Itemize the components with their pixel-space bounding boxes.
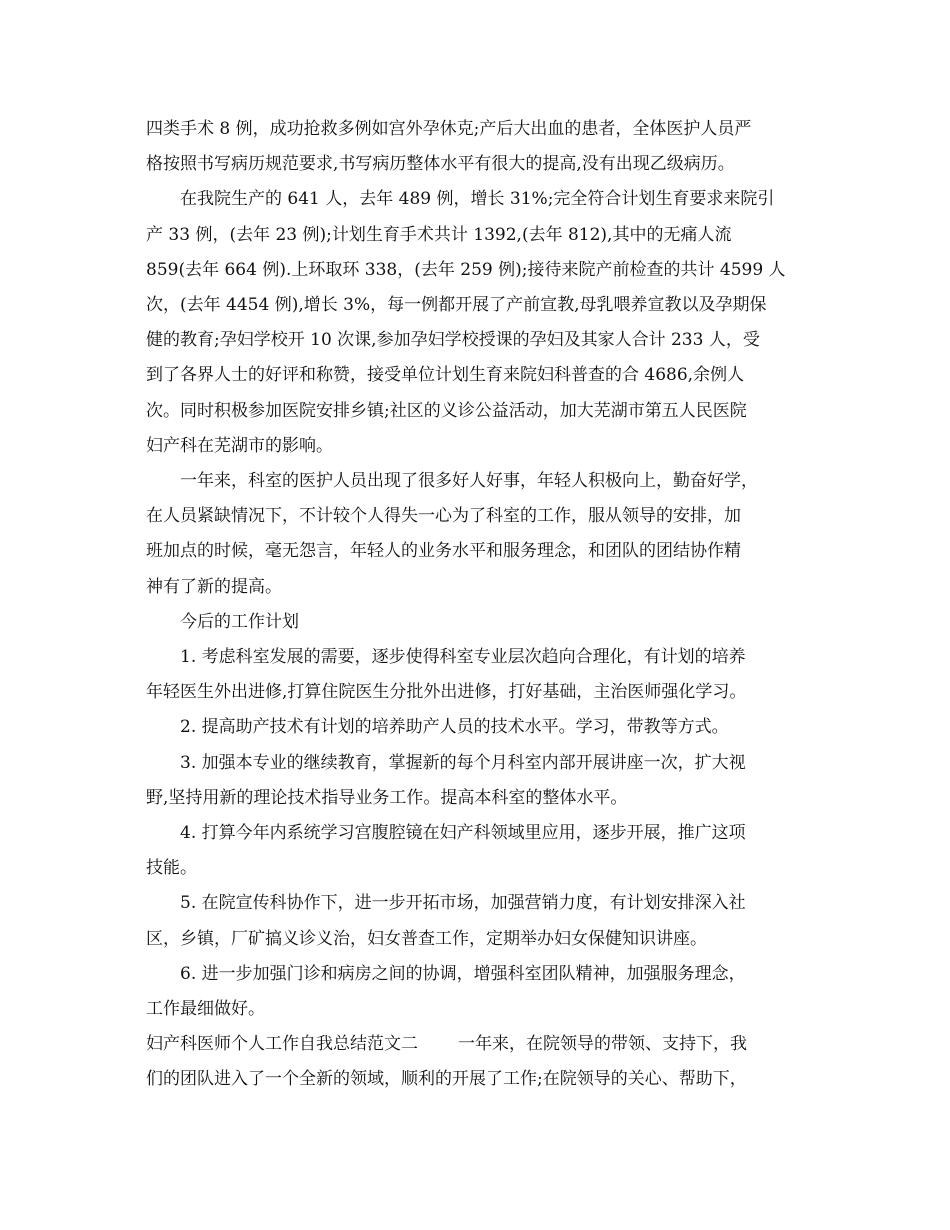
list-item xyxy=(146,746,808,816)
paragraph xyxy=(146,182,808,464)
text-line xyxy=(146,1027,808,1062)
text-line: 4. 打算今年内系统学习宫腹腔镜在妇产科领域里应用，逐步开展，推广这项 xyxy=(180,823,746,844)
text-line: 神有了新的提高。 xyxy=(146,576,282,597)
text-line: 技能。 xyxy=(146,858,197,879)
text-line: 今后的工作计划 xyxy=(180,611,299,632)
list-item xyxy=(146,816,808,886)
document-body xyxy=(146,112,808,1098)
text-line: 四类手术 8 例，成功抢救多例如宫外孕休克;产后大出血的患者，全体医护人员严 xyxy=(146,119,752,139)
section-heading xyxy=(146,605,808,640)
list-item xyxy=(146,710,808,745)
text-line: 5. 在院宣传科协作下，进一步开拓市场，加强营销力度，有计划安排深入社 xyxy=(180,893,746,914)
text-line: 次，(去年 4454 例),增长 3%，每一例都开展了产前宣教,母乳喂养宣教以及孕期保 xyxy=(146,295,767,316)
text-line: 1. 考虑科室发展的需要，逐步使得科室专业层次趋向合理化，有计划的培养 xyxy=(180,647,746,668)
text-line: 2. 提高助产技术有计划的培养助产人员的技术水平。学习，带教等方式。 xyxy=(180,717,729,738)
text-line: 在我院生产的 641 人，去年 489 例，增长 31%;完全符合计划生育要求来院引 xyxy=(180,189,775,210)
text-line: 健的教育;孕妇学校开 10 次课,参加孕妇学校授课的孕妇及其家人合计 233 人，受 xyxy=(146,330,760,351)
text-line: 妇产科在芜湖市的影响。 xyxy=(146,435,333,456)
text-line: 产 33 例，(去年 23 例);计划生育手术共计 1392,(去年 812),其中的无痛人流 xyxy=(146,224,732,245)
list-item xyxy=(146,957,808,1027)
text-run: 一年来，在院领导的带领、支持下，我 xyxy=(458,1034,747,1055)
text-line: 区，乡镇，厂矿搞义诊义治，妇女普查工作，定期举办妇女保健知识讲座。 xyxy=(146,928,707,949)
document-subtitle: 妇产科医师个人工作自我总结范文二 xyxy=(146,1034,418,1055)
text-line: 到了各界人士的好评和称赞，接受单位计划生育来院妇科普查的合 4686,余例人 xyxy=(146,365,745,386)
final-paragraph xyxy=(146,1027,808,1097)
list-item xyxy=(146,640,808,710)
text-line: 年轻医生外出进修,打算住院医生分批外出进修，打好基础，主治医师强化学习。 xyxy=(146,682,747,703)
text-line: 一年来，科室的医护人员出现了很多好人好事，年轻人积极向上，勤奋好学， xyxy=(180,471,758,492)
text-line: 3. 加强本专业的继续教育，掌握新的每个月科室内部开展讲座一次，扩大视 xyxy=(180,752,746,773)
list-item xyxy=(146,886,808,956)
text-line: 班加点的时候，毫无怨言，年轻人的业务水平和服务理念，和团队的团结协作精 xyxy=(146,541,741,562)
text-line: 在人员紧缺情况下，不计较个人得失一心为了科室的工作，服从领导的安排，加 xyxy=(146,506,741,527)
paragraph xyxy=(146,112,808,182)
text-line: 野,坚持用新的理论技术指导业务工作。提高本科室的整体水平。 xyxy=(146,787,628,808)
text-line: 6. 进一步加强门诊和病房之间的协调，增强科室团队精神，加强服务理念， xyxy=(180,963,746,984)
paragraph xyxy=(146,464,808,605)
text-line: 工作最细做好。 xyxy=(146,999,265,1020)
text-line: 859(去年 664 例).上环取环 338，(去年 259 例);接待来院产前检查的共计 4599 人 xyxy=(146,259,786,280)
text-line: 次。同时积极参加医院安排乡镇;社区的义诊公益活动，加大芜湖市第五人民医院 xyxy=(146,400,747,421)
text-line: 格按照书写病历规范要求,书写病历整体水平有很大的提高,没有出现乙级病历。 xyxy=(146,154,735,175)
text-line: 们的团队进入了一个全新的领域，顺利的开展了工作;在院领导的关心、帮助下， xyxy=(146,1069,747,1090)
